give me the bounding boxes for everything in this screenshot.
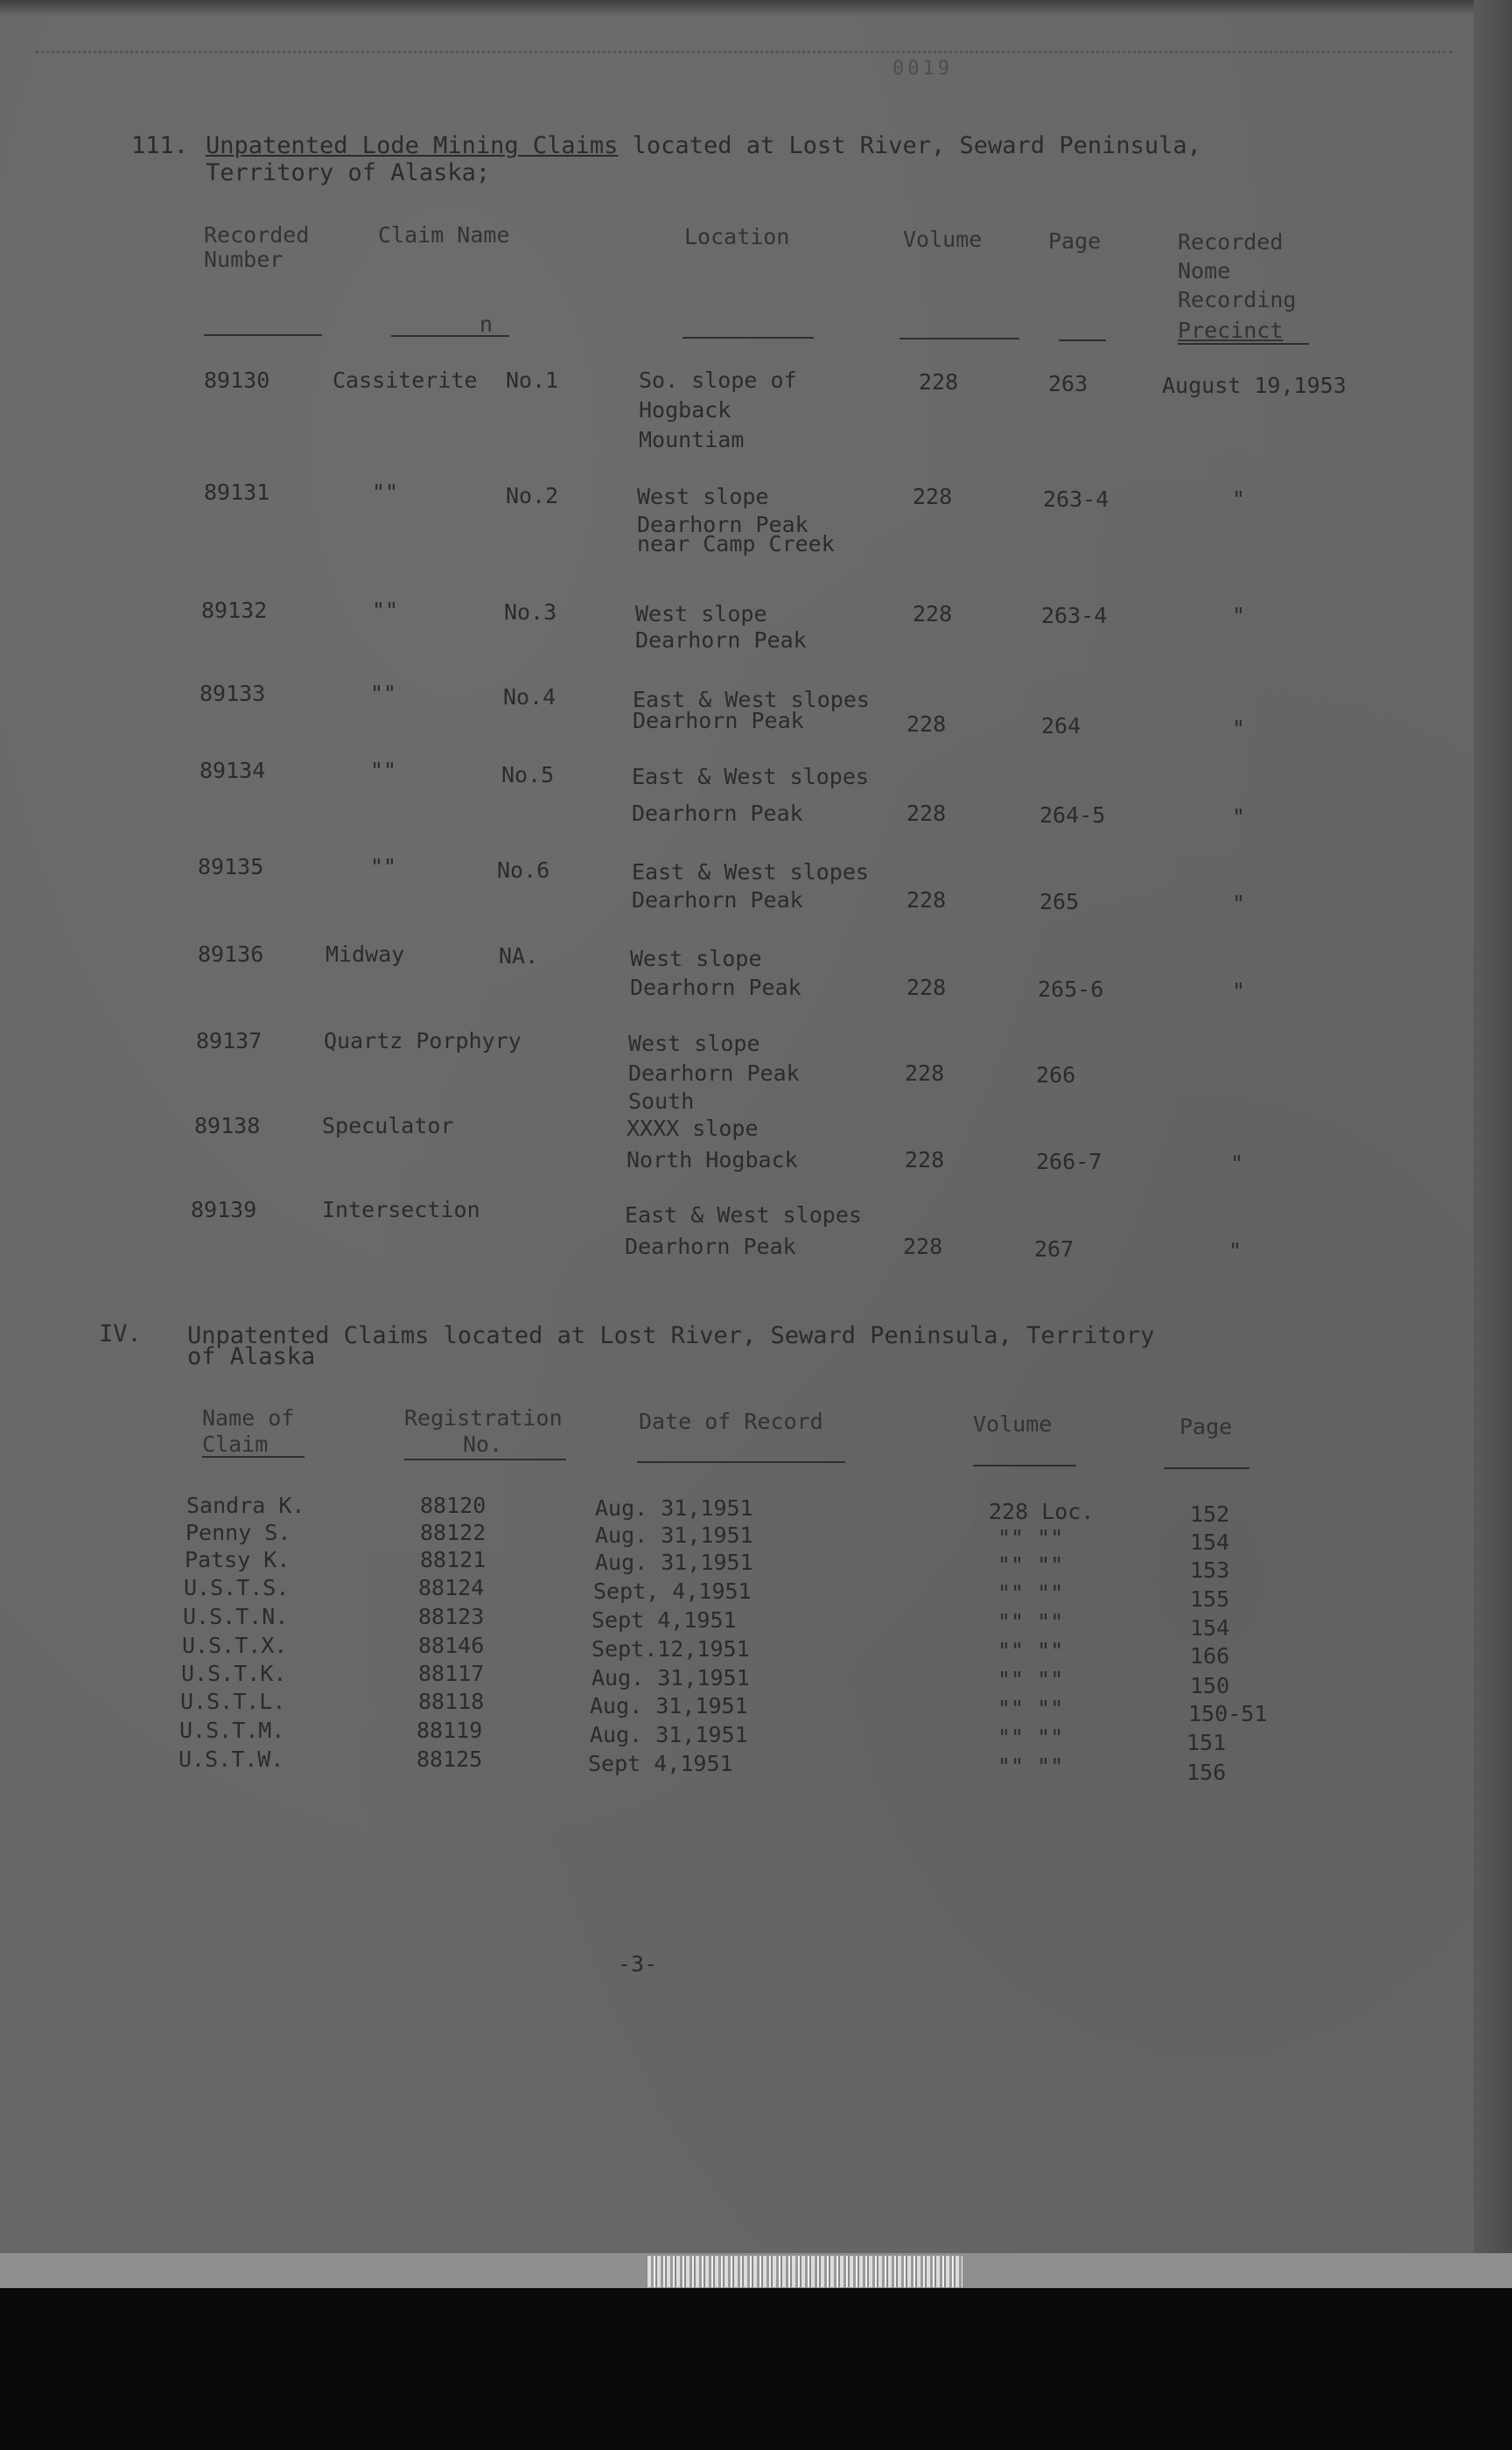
cell-date: Sept 4,1951 — [588, 1751, 733, 1776]
cell-claim-no: No.5 — [501, 762, 555, 788]
cell-page: 263-4 — [1041, 603, 1108, 628]
header-name-of-claim-2: Claim — [202, 1432, 269, 1457]
cell-page: 154 — [1190, 1615, 1230, 1641]
page-id-stamp: 0019 — [892, 58, 953, 80]
cell-registration: 88146 — [418, 1633, 485, 1658]
header-underline — [682, 337, 814, 339]
cell-page: 166 — [1190, 1643, 1230, 1669]
header-registration-2: No. — [463, 1432, 503, 1457]
cell-date: Sept.12,1951 — [592, 1636, 750, 1662]
page-number: -3- — [618, 1951, 658, 1977]
cell-date: Sept, 4,1951 — [593, 1578, 752, 1604]
cell-page: 264-5 — [1040, 802, 1106, 828]
cell-page: 263-4 — [1043, 486, 1110, 512]
cell-date: Aug. 31,1951 — [595, 1495, 753, 1521]
cell-claim-name: Patsy K. — [185, 1547, 290, 1572]
header-recorded-number-1: Recorded — [204, 222, 310, 248]
cell-location-1: East & West slopes — [625, 1202, 862, 1228]
cell-number: 89133 — [200, 681, 266, 706]
cell-location-3: near Camp Creek — [637, 531, 835, 556]
cell-location-2: Dearhorn Peak — [632, 801, 803, 826]
cell-page: 154 — [1190, 1530, 1230, 1555]
header-underline — [637, 1461, 845, 1463]
header-recorded-4: Precinct — [1178, 318, 1284, 343]
cell-recorded: " — [1232, 603, 1246, 628]
section4-title-line1: Unpatented Claims located at Lost River, Seward Peninsula, Territory — [187, 1322, 1155, 1349]
cell-recorded: " — [1232, 486, 1246, 512]
cell-claim-name: U.S.T.K. — [181, 1661, 287, 1686]
cell-page: 156 — [1186, 1760, 1227, 1785]
cell-page: 266-7 — [1036, 1149, 1102, 1174]
cell-claim-name: U.S.T.L. — [180, 1689, 286, 1714]
scanner-barcode-strip — [648, 2256, 962, 2287]
cell-page: 151 — [1186, 1730, 1227, 1755]
header-underline — [1178, 343, 1309, 345]
cell-page: 153 — [1190, 1558, 1230, 1583]
cell-registration: 88119 — [416, 1718, 483, 1743]
cell-registration: 88122 — [420, 1520, 486, 1545]
cell-registration: 88120 — [420, 1493, 486, 1518]
cell-date: Aug. 31,1951 — [592, 1665, 750, 1690]
cell-location-2: Dearhorn Peak — [628, 1060, 800, 1086]
cell-volume: 228 — [919, 369, 959, 395]
header-registration-1: Registration — [404, 1405, 563, 1431]
cell-page: 264 — [1041, 713, 1082, 738]
cell-volume: 228 — [906, 975, 947, 1000]
cell-page: 267 — [1034, 1236, 1074, 1262]
cell-volume: "" "" — [998, 1696, 1064, 1721]
cell-number: 89131 — [204, 480, 270, 505]
cell-location-2: Dearhorn Peak — [625, 1234, 796, 1259]
cell-claim-name: U.S.T.S. — [184, 1575, 290, 1600]
cell-volume: 228 — [905, 1060, 945, 1086]
cell-location-1: East & West slopes — [632, 764, 869, 789]
cell-volume: "" "" — [998, 1580, 1064, 1606]
cell-location-1: West slope — [635, 601, 767, 626]
cell-location-2: Dearhorn Peak — [632, 887, 803, 913]
cell-claim-no: No.1 — [506, 368, 559, 393]
cell-volume: "" "" — [998, 1667, 1064, 1692]
cell-volume: "" "" — [998, 1525, 1064, 1550]
cell-claim-name: "" — [370, 681, 397, 706]
cell-claim-name: Penny S. — [186, 1520, 291, 1545]
cell-volume: 228 — [905, 1147, 945, 1172]
cell-page: 263 — [1048, 371, 1088, 396]
cell-volume: "" "" — [998, 1725, 1064, 1750]
cell-location-1: East & West slopes — [633, 687, 870, 712]
section4-numeral: IV. — [99, 1320, 142, 1348]
cell-claim-no: No.4 — [503, 684, 556, 710]
header-underline — [204, 334, 322, 336]
cell-claim-name: "" — [372, 598, 399, 623]
cell-recorded: " — [1228, 1238, 1242, 1264]
header-claim-name: Claim Name — [378, 222, 510, 248]
cell-number: 89132 — [201, 598, 268, 623]
cell-claim-name: Sandra K. — [186, 1493, 305, 1518]
header-recorded-2: Nome — [1178, 258, 1231, 284]
cell-location-1: East & West slopes — [632, 859, 869, 885]
section3-title-underlined: Unpatented Lode Mining Claims — [206, 132, 619, 159]
cell-registration: 88118 — [418, 1689, 485, 1714]
section3-title — [206, 133, 1201, 159]
cell-volume: 228 — [906, 801, 947, 826]
cell-number: 89137 — [196, 1028, 262, 1054]
cell-location-2: Dearhorn Peak — [630, 975, 802, 1000]
section4-title-line2: of Alaska — [187, 1343, 316, 1370]
cell-volume: 228 — [903, 1234, 943, 1259]
cell-location-1: So. slope of — [639, 368, 797, 393]
cell-page: 150-51 — [1188, 1701, 1268, 1726]
cell-page: 265-6 — [1038, 976, 1104, 1002]
cell-recorded: " — [1232, 716, 1246, 741]
cell-location-2: Dearhorn Peak — [633, 708, 804, 733]
header-recorded-number-2: Number — [204, 247, 284, 272]
scan-noise-line — [35, 51, 1452, 53]
page-right-edge — [1474, 0, 1512, 2253]
header-volume-2: Volume — [973, 1411, 1053, 1437]
cell-registration: 88124 — [418, 1575, 485, 1600]
cell-claim-no: NA. — [499, 943, 539, 969]
header-name-of-claim-1: Name of — [202, 1405, 295, 1431]
cell-location-2: Hogback — [639, 397, 732, 423]
cell-volume: 228 — [906, 887, 947, 913]
cell-volume: "" "" — [998, 1609, 1064, 1634]
cell-volume: 228 — [913, 484, 953, 509]
cell-number: 89134 — [200, 758, 266, 783]
cell-number: 89130 — [204, 368, 270, 393]
cell-page: 265 — [1040, 889, 1080, 914]
cell-claim-name: Midway — [326, 942, 405, 967]
cell-claim-no: No.2 — [506, 483, 559, 508]
cell-location-1: West slope — [630, 946, 762, 971]
section3-title-rest: located at Lost River, Seward Peninsula, — [618, 132, 1201, 159]
cell-date: Aug. 31,1951 — [595, 1550, 753, 1575]
header-underline — [202, 1456, 304, 1458]
header-underline — [900, 338, 1019, 340]
header-page: Page — [1048, 228, 1102, 254]
cell-claim-no: No.3 — [504, 599, 557, 625]
cell-claim-name: Speculator — [322, 1113, 454, 1138]
cell-location-1: West slope — [628, 1031, 760, 1056]
cell-location-3: South — [628, 1088, 695, 1114]
cell-volume: 228 — [913, 601, 953, 626]
cell-claim-name: Quartz Porphyry — [324, 1028, 522, 1054]
cell-registration: 88123 — [418, 1604, 485, 1629]
section3-numeral: 111. — [131, 132, 189, 159]
cell-page: 155 — [1190, 1586, 1230, 1612]
cell-claim-name: U.S.T.M. — [179, 1718, 285, 1743]
cell-location-2: Dearhorn Peak — [637, 512, 808, 537]
cell-recorded: " — [1232, 978, 1246, 1004]
section3-title-line2: Territory of Alaska; — [206, 159, 491, 186]
cell-claim-no: No.6 — [497, 858, 550, 883]
cell-recorded: " — [1232, 804, 1246, 830]
cell-claim-name: "" — [370, 854, 397, 879]
cell-location-2: Dearhorn Peak — [635, 627, 807, 653]
header-page-2: Page — [1180, 1414, 1233, 1439]
header-underline — [1164, 1467, 1250, 1469]
cell-claim-name: "" — [372, 480, 399, 505]
cell-claim-name: U.S.T.X. — [182, 1633, 288, 1658]
cell-date: Aug. 31,1951 — [590, 1722, 748, 1747]
page-top-edge — [0, 0, 1512, 16]
cell-registration: 88125 — [416, 1746, 483, 1772]
header-claim-name-sub: n — [480, 312, 494, 337]
cell-volume: 228 — [906, 711, 947, 737]
cell-recorded: " — [1232, 891, 1246, 916]
cell-date: Sept 4,1951 — [592, 1607, 737, 1633]
cell-volume: "" "" — [998, 1552, 1064, 1578]
cell-page: 150 — [1190, 1673, 1230, 1698]
header-volume: Volume — [903, 227, 983, 252]
header-underline — [391, 335, 509, 337]
cell-claim-name: Intersection — [322, 1197, 480, 1222]
cell-location-3: Mountiam — [639, 427, 745, 452]
cell-volume: 228 Loc. — [989, 1499, 1095, 1524]
cell-number: 89139 — [191, 1197, 257, 1222]
cell-page: 152 — [1190, 1502, 1230, 1527]
cell-claim-name: "" — [370, 758, 397, 783]
cell-date: Aug. 31,1951 — [590, 1693, 748, 1718]
cell-recorded: " — [1230, 1151, 1244, 1176]
header-underline — [404, 1459, 566, 1460]
cell-number: 89138 — [194, 1113, 261, 1138]
cell-location-1: West slope — [637, 484, 769, 509]
header-location: Location — [684, 224, 790, 249]
cell-registration: 88117 — [418, 1661, 485, 1686]
header-recorded-3: Recording — [1178, 287, 1297, 312]
cell-claim-name: U.S.T.N. — [183, 1604, 289, 1629]
header-date-of-record: Date of Record — [639, 1409, 823, 1434]
cell-number: 89135 — [198, 854, 264, 879]
cell-number: 89136 — [198, 942, 264, 967]
cell-page: 266 — [1036, 1062, 1076, 1088]
cell-location-2: North Hogback — [626, 1147, 798, 1172]
cell-claim-name: U.S.T.W. — [178, 1746, 284, 1772]
header-underline — [1059, 340, 1106, 341]
cell-volume: "" "" — [998, 1754, 1064, 1779]
cell-date: Aug. 31,1951 — [595, 1522, 753, 1548]
cell-volume: "" "" — [998, 1638, 1064, 1663]
header-underline — [973, 1465, 1076, 1466]
cell-registration: 88121 — [420, 1547, 486, 1572]
cell-location-1: XXXX slope — [626, 1116, 759, 1141]
cell-claim-name: Cassiterite — [332, 368, 478, 393]
header-recorded-1: Recorded — [1178, 229, 1284, 255]
cell-recorded: August 19,1953 — [1162, 373, 1347, 398]
